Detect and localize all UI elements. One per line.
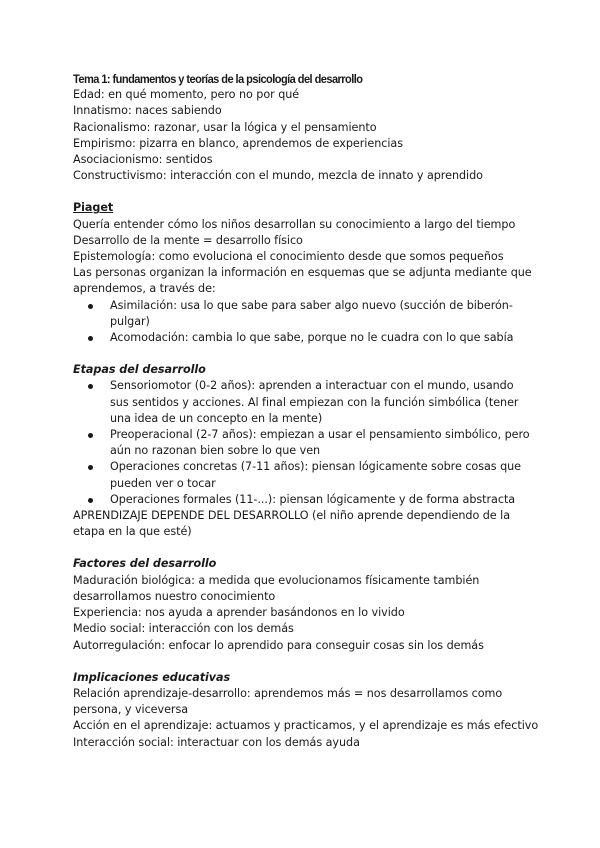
bullet-icon (88, 304, 93, 309)
spacer (73, 540, 533, 556)
intro-line: Racionalismo: razonar, usar la lógica y el pensamiento (73, 120, 377, 134)
bullet-icon (88, 384, 93, 389)
implicaciones-line: Relación aprendizaje-desarrollo: aprendemos más = nos desarrollamos como persona, y viceversa (73, 686, 503, 717)
section-heading-piaget: Piaget (73, 201, 114, 215)
intro-section (73, 87, 533, 184)
bullet-icon (88, 465, 93, 470)
factores-line: Experiencia: nos ayuda a aprender basándonos en lo vivido (73, 606, 405, 620)
spacer (73, 346, 533, 362)
intro-line: Empirismo: pizarra en blanco, aprendemos de experiencias (73, 136, 403, 150)
factores-line: Autorregulación: enfocar lo aprendido para conseguir cosas sin los demás (73, 638, 484, 652)
list-item (73, 378, 533, 427)
implicaciones-line: Acción en el aprendizaje: actuamos y practicamos, y el aprendizaje es más efectivo (73, 719, 539, 733)
list-item-text: Sensoriomotor (0-2 años): aprenden a interactuar con el mundo, usando sus sentidos y acciones. Al final empiezan con la función simbólica (tener una idea de un concepto en la mente) (110, 379, 519, 425)
factores-line: Medio social: interacción con los demás (73, 622, 294, 636)
bullet-icon (88, 433, 93, 438)
bullet-icon (88, 498, 93, 503)
list-item (73, 298, 533, 330)
etapas-closing: APRENDIZAJE DEPENDE DEL DESARROLLO (el niño aprende dependiendo de la etapa en la que esté) (73, 509, 510, 539)
factores-section (73, 556, 533, 653)
list-item (73, 492, 533, 508)
implicaciones-section (73, 670, 539, 751)
etapas-section (73, 362, 533, 540)
piaget-line: Desarrollo de la mente = desarrollo físico (73, 233, 303, 247)
list-item-text: Asimilación: usa lo que sabe para saber algo nuevo (succión de biberón-pulgar) (110, 298, 513, 328)
intro-line: Asociacionismo: sentidos (73, 153, 213, 167)
implicaciones-line: Interacción social: interactuar con los demás ayuda (73, 735, 360, 749)
intro-line: Constructivismo: interacción con el mundo, mezcla de innato y aprendido (73, 169, 483, 183)
list-item-text: Operaciones concretas (7-11 años): piensan lógicamente sobre cosas que pueden ver o tocar (110, 460, 522, 490)
bullet-icon (88, 336, 93, 341)
list-item (73, 330, 533, 346)
piaget-paragraph: Las personas organizan la información en esquemas que se adjunta mediante que aprendemos, a través de: (73, 266, 532, 296)
section-heading-etapas: Etapas del desarrollo (73, 363, 206, 377)
document-content (73, 71, 539, 751)
spacer (73, 654, 533, 670)
piaget-bullet-list (73, 298, 533, 347)
document-title: Tema 1: fundamentos y teorías de la psicología del desarrollo (73, 72, 363, 86)
intro-line: Edad: en qué momento, pero no por qué (73, 88, 300, 102)
piaget-line: Quería entender cómo los niños desarrollan su conocimiento a largo del tiempo (73, 217, 516, 231)
section-heading-implicaciones: Implicaciones educativas (73, 670, 231, 684)
list-item (73, 427, 533, 459)
list-item-text: Acomodación: cambia lo que sabe, porque no le cuadra con lo que sabía (110, 331, 514, 345)
piaget-section (73, 200, 533, 346)
list-item-text: Operaciones formales (11-...): piensan lógicamente y de forma abstracta (110, 492, 516, 506)
section-heading-factores: Factores del desarrollo (73, 557, 217, 571)
list-item-text: Preoperacional (2-7 años): empiezan a usar el pensamiento simbólico, pero aún no razonan bien sobre lo que ven (110, 428, 530, 458)
etapas-bullet-list (73, 378, 533, 508)
spacer (73, 184, 533, 200)
piaget-line: Epistemología: como evoluciona el conocimiento desde que somos pequeños (73, 250, 504, 264)
factores-line: Maduración biológica: a medida que evolucionamos físicamente también desarrollamos nuestro conocimiento (73, 573, 480, 603)
intro-line: Innatismo: naces sabiendo (73, 104, 222, 118)
list-item (73, 459, 533, 491)
